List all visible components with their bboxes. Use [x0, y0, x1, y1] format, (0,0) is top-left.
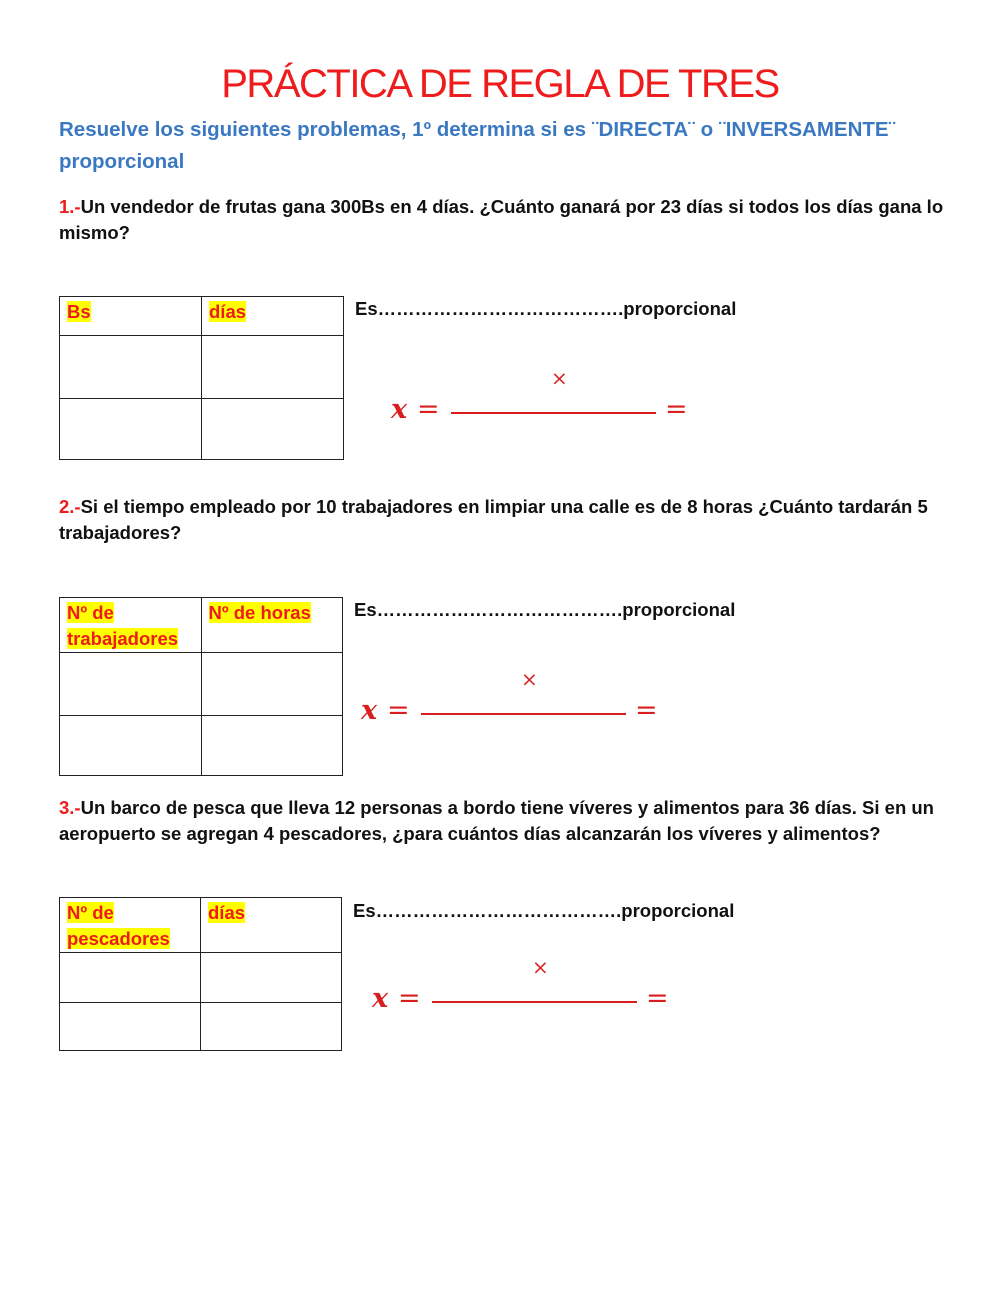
problem-2-times-sign: × — [521, 667, 538, 691]
problem-2-header-col2 — [201, 598, 343, 653]
problem-2-proportion-answer[interactable]: Es………………………………….proporcional — [354, 599, 736, 620]
problem-1-text: Un vendedor de frutas gana 300Bs en 4 días. ¿Cuánto ganará por 23 días si todos los días gana lo mismo? — [59, 196, 944, 243]
problem-3-number: 3.- — [59, 797, 81, 818]
problem-1-number: 1.- — [59, 196, 81, 217]
problem-3-proportion-answer[interactable]: Es………………………………….proporcional — [353, 900, 735, 921]
problem-2-text: Si el tiempo empleado por 10 trabajadores en limpiar una calle es de 8 horas ¿Cuánto tardarán 5 trabajadores? — [59, 496, 928, 543]
problem-3-formula-result-equals: = — [646, 983, 669, 1014]
problem-1-formula-result-equals: = — [665, 394, 688, 425]
problem-2-number: 2.- — [59, 496, 81, 517]
problem-2-table — [59, 597, 343, 776]
instructions: Resuelve los siguientes problemas, 1º determina si es ¨DIRECTA¨ o ¨INVERSAMENTE¨ proporcional — [59, 118, 896, 173]
problem-3-table — [59, 897, 342, 1051]
problem-3-cell-r2c2[interactable] — [201, 1003, 342, 1051]
problem-3-formula-x: x — [372, 983, 389, 1014]
problem-3-cell-r2c1[interactable] — [60, 1003, 201, 1051]
problem-3-times-sign: × — [532, 955, 549, 979]
problem-2-formula-x: x — [361, 695, 378, 726]
problem-1-cell-r1c2[interactable] — [202, 336, 344, 399]
problem-2-cell-r2c1[interactable] — [60, 716, 202, 776]
problem-2-header-col2-label: Nº de horas — [208, 602, 311, 623]
problem-1-times-sign: × — [551, 366, 568, 390]
problem-1-formula-x: x — [391, 394, 408, 425]
problem-3-statement — [59, 795, 944, 847]
problem-1-proportion-answer[interactable]: Es………………………………….proporcional — [355, 298, 737, 319]
problem-2-fraction-bar — [421, 713, 626, 715]
problem-1-cell-r2c1[interactable] — [60, 399, 202, 460]
problem-1-header-col2 — [202, 297, 344, 336]
problem-1-table — [59, 296, 344, 460]
problem-2-cell-r2c2[interactable] — [201, 716, 343, 776]
problem-3-header-col2-label: días — [208, 902, 246, 923]
problem-2-formula-equals: = — [387, 695, 410, 726]
problem-1-statement — [59, 194, 944, 246]
problem-1-formula-equals: = — [417, 394, 440, 425]
problem-1-header-col1-label: Bs — [67, 301, 91, 322]
problem-3-cell-r1c2[interactable] — [201, 953, 342, 1003]
problem-1-fraction-bar — [451, 412, 656, 414]
problem-3-fraction-bar — [432, 1001, 637, 1003]
problem-3-header-col2 — [201, 898, 342, 953]
problem-1-header-col1 — [60, 297, 202, 336]
problem-2-statement — [59, 494, 944, 546]
problem-3-formula-equals: = — [398, 983, 421, 1014]
problem-3-text: Un barco de pesca que lleva 12 personas a bordo tiene víveres y alimentos para 36 días. Si en un aeropuerto se agregan 4 pescadores, ¿para cuántos días alcanzarán los víveres y alimentos? — [59, 797, 934, 844]
problem-1-header-col2-label: días — [209, 301, 247, 322]
problem-3-header-col1-label: Nº de pescadores — [67, 902, 170, 949]
problem-2-header-col1 — [60, 598, 202, 653]
problem-1-cell-r2c2[interactable] — [202, 399, 344, 460]
problem-1-cell-r1c1[interactable] — [60, 336, 202, 399]
problem-3-header-col1 — [60, 898, 201, 953]
problem-3-cell-r1c1[interactable] — [60, 953, 201, 1003]
problem-2-header-col1-label: Nº de trabajadores — [67, 602, 179, 649]
problem-2-cell-r1c2[interactable] — [201, 653, 343, 716]
problem-2-cell-r1c1[interactable] — [60, 653, 202, 716]
page-title: PRÁCTICA DE REGLA DE TRES — [221, 62, 779, 106]
problem-2-formula-result-equals: = — [635, 695, 658, 726]
